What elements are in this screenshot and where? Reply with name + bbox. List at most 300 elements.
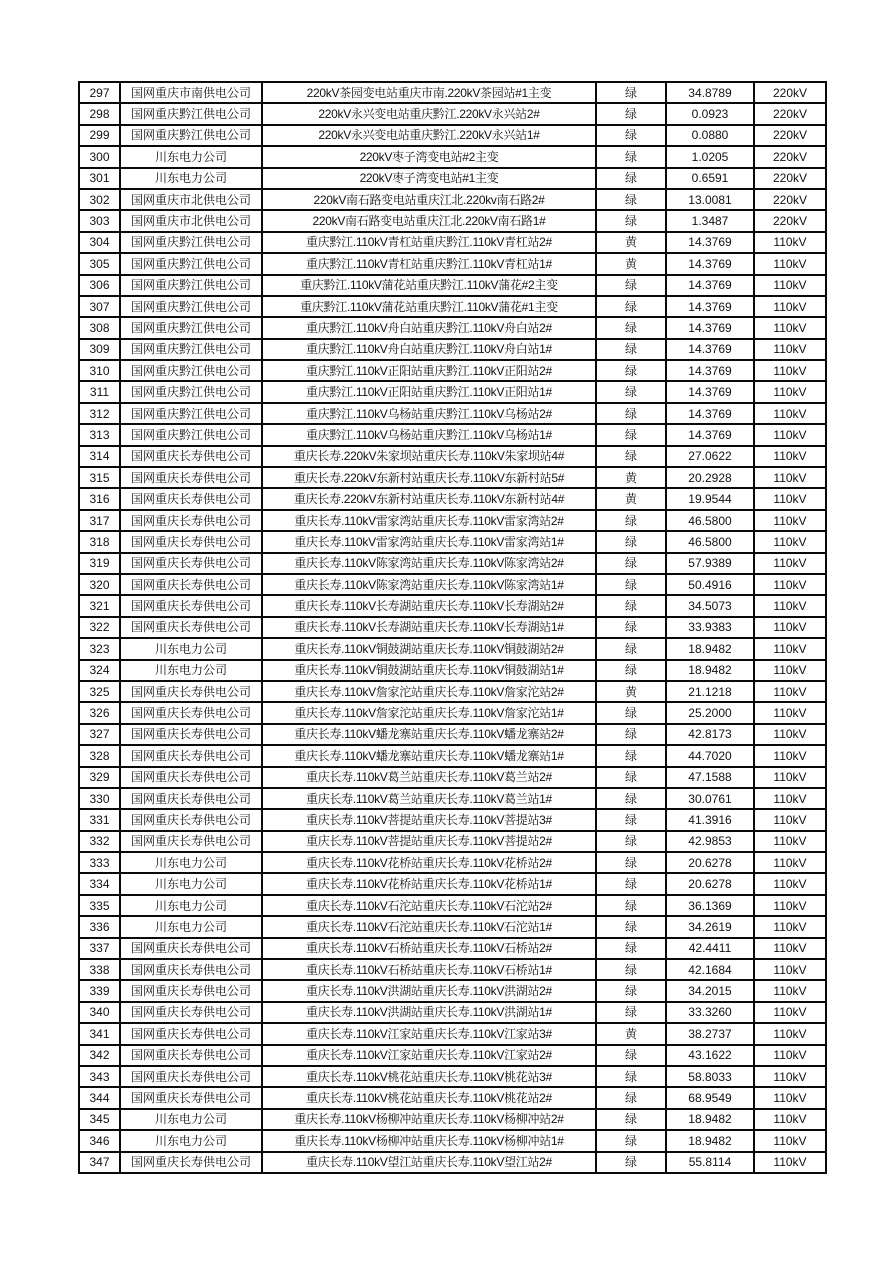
- voltage-cell: 110kV: [754, 531, 826, 552]
- row-number-cell: 330: [79, 788, 120, 809]
- row-number-cell: 308: [79, 317, 120, 338]
- status-cell: 绿: [596, 916, 666, 937]
- voltage-cell: 110kV: [754, 702, 826, 723]
- voltage-cell: 110kV: [754, 595, 826, 616]
- value-cell: 42.8173: [666, 724, 754, 745]
- description-cell: 重庆长寿.220kV朱家坝站重庆长寿.110kV朱家坝站4#: [262, 446, 596, 467]
- status-cell: 绿: [596, 873, 666, 894]
- company-cell: 国网重庆市南供电公司: [120, 82, 262, 103]
- status-cell: 绿: [596, 189, 666, 210]
- company-cell: 国网重庆黔江供电公司: [120, 360, 262, 381]
- status-cell: 绿: [596, 360, 666, 381]
- voltage-cell: 110kV: [754, 1023, 826, 1044]
- company-cell: 川东电力公司: [120, 895, 262, 916]
- table-body: [79, 82, 826, 1173]
- row-number-cell: 332: [79, 831, 120, 852]
- table-row: [79, 702, 826, 723]
- value-cell: 20.6278: [666, 852, 754, 873]
- row-number-cell: 302: [79, 189, 120, 210]
- value-cell: 38.2737: [666, 1023, 754, 1044]
- description-cell: 重庆黔江.110kV正阳站重庆黔江.110kV正阳站2#: [262, 360, 596, 381]
- description-cell: 重庆黔江.110kV蒲花站重庆黔江.110kV蒲花#1主变: [262, 296, 596, 317]
- company-cell: 国网重庆黔江供电公司: [120, 403, 262, 424]
- table-row: [79, 916, 826, 937]
- table-row: [79, 617, 826, 638]
- value-cell: 34.8789: [666, 82, 754, 103]
- description-cell: 重庆长寿.110kV詹家沱站重庆长寿.110kV詹家沱站2#: [262, 681, 596, 702]
- status-cell: 绿: [596, 146, 666, 167]
- voltage-cell: 110kV: [754, 681, 826, 702]
- description-cell: 重庆黔江.110kV乌杨站重庆黔江.110kV乌杨站2#: [262, 403, 596, 424]
- row-number-cell: 317: [79, 510, 120, 531]
- voltage-cell: 110kV: [754, 510, 826, 531]
- row-number-cell: 303: [79, 210, 120, 231]
- value-cell: 34.2619: [666, 916, 754, 937]
- value-cell: 14.3769: [666, 381, 754, 402]
- status-cell: 绿: [596, 553, 666, 574]
- description-cell: 220kV永兴变电站重庆黔江.220kV永兴站2#: [262, 103, 596, 124]
- value-cell: 41.3916: [666, 809, 754, 830]
- voltage-cell: 110kV: [754, 916, 826, 937]
- row-number-cell: 335: [79, 895, 120, 916]
- value-cell: 47.1588: [666, 767, 754, 788]
- row-number-cell: 324: [79, 660, 120, 681]
- voltage-cell: 220kV: [754, 82, 826, 103]
- status-cell: 绿: [596, 831, 666, 852]
- voltage-cell: 110kV: [754, 852, 826, 873]
- description-cell: 重庆长寿.110kV菩提站重庆长寿.110kV菩提站2#: [262, 831, 596, 852]
- voltage-cell: 110kV: [754, 467, 826, 488]
- table-row: [79, 1130, 826, 1151]
- table-row: [79, 1023, 826, 1044]
- row-number-cell: 306: [79, 275, 120, 296]
- value-cell: 30.0761: [666, 788, 754, 809]
- row-number-cell: 333: [79, 852, 120, 873]
- description-cell: 重庆长寿.110kV蟠龙寨站重庆长寿.110kV蟠龙寨站1#: [262, 745, 596, 766]
- company-cell: 国网重庆长寿供电公司: [120, 788, 262, 809]
- voltage-cell: 110kV: [754, 403, 826, 424]
- voltage-cell: 110kV: [754, 1087, 826, 1108]
- status-cell: 黄: [596, 232, 666, 253]
- description-cell: 重庆长寿.110kV洪湖站重庆长寿.110kV洪湖站1#: [262, 1002, 596, 1023]
- company-cell: 国网重庆市北供电公司: [120, 210, 262, 231]
- table-row: [79, 1109, 826, 1130]
- table-row: [79, 103, 826, 124]
- value-cell: 14.3769: [666, 232, 754, 253]
- company-cell: 川东电力公司: [120, 852, 262, 873]
- voltage-cell: 110kV: [754, 488, 826, 509]
- description-cell: 重庆长寿.110kV杨柳冲站重庆长寿.110kV杨柳冲站1#: [262, 1130, 596, 1151]
- row-number-cell: 307: [79, 296, 120, 317]
- transformer-table-sheet: [78, 81, 827, 1174]
- value-cell: 25.2000: [666, 702, 754, 723]
- table-row: [79, 381, 826, 402]
- description-cell: 重庆长寿.110kV铜鼓湖站重庆长寿.110kV铜鼓湖站2#: [262, 638, 596, 659]
- value-cell: 0.0880: [666, 125, 754, 146]
- company-cell: 国网重庆长寿供电公司: [120, 510, 262, 531]
- table-row: [79, 980, 826, 1001]
- table-row: [79, 125, 826, 146]
- value-cell: 50.4916: [666, 574, 754, 595]
- company-cell: 国网重庆长寿供电公司: [120, 702, 262, 723]
- status-cell: 黄: [596, 488, 666, 509]
- table-row: [79, 339, 826, 360]
- status-cell: 绿: [596, 595, 666, 616]
- row-number-cell: 322: [79, 617, 120, 638]
- value-cell: 46.5800: [666, 510, 754, 531]
- company-cell: 川东电力公司: [120, 660, 262, 681]
- table-row: [79, 873, 826, 894]
- description-cell: 重庆长寿.220kV东新村站重庆长寿.110kV东新村站5#: [262, 467, 596, 488]
- description-cell: 重庆长寿.110kV石桥站重庆长寿.110kV石桥站2#: [262, 938, 596, 959]
- description-cell: 重庆长寿.110kV江家站重庆长寿.110kV江家站3#: [262, 1023, 596, 1044]
- voltage-cell: 110kV: [754, 809, 826, 830]
- status-cell: 绿: [596, 1109, 666, 1130]
- status-cell: 黄: [596, 253, 666, 274]
- row-number-cell: 311: [79, 381, 120, 402]
- value-cell: 20.2928: [666, 467, 754, 488]
- status-cell: 绿: [596, 852, 666, 873]
- status-cell: 绿: [596, 638, 666, 659]
- description-cell: 重庆长寿.110kV江家站重庆长寿.110kV江家站2#: [262, 1045, 596, 1066]
- company-cell: 国网重庆黔江供电公司: [120, 125, 262, 146]
- value-cell: 1.3487: [666, 210, 754, 231]
- company-cell: 国网重庆长寿供电公司: [120, 1087, 262, 1108]
- voltage-cell: 220kV: [754, 125, 826, 146]
- status-cell: 绿: [596, 809, 666, 830]
- status-cell: 绿: [596, 103, 666, 124]
- voltage-cell: 110kV: [754, 980, 826, 1001]
- table-row: [79, 553, 826, 574]
- table-row: [79, 510, 826, 531]
- description-cell: 重庆长寿.110kV花桥站重庆长寿.110kV花桥站2#: [262, 852, 596, 873]
- transformer-load-table: [78, 81, 827, 1174]
- row-number-cell: 305: [79, 253, 120, 274]
- value-cell: 0.0923: [666, 103, 754, 124]
- voltage-cell: 110kV: [754, 745, 826, 766]
- table-row: [79, 1002, 826, 1023]
- value-cell: 34.2015: [666, 980, 754, 1001]
- table-row: [79, 488, 826, 509]
- table-row: [79, 1045, 826, 1066]
- voltage-cell: 110kV: [754, 446, 826, 467]
- company-cell: 国网重庆长寿供电公司: [120, 1045, 262, 1066]
- status-cell: 绿: [596, 1152, 666, 1173]
- voltage-cell: 110kV: [754, 660, 826, 681]
- row-number-cell: 297: [79, 82, 120, 103]
- voltage-cell: 110kV: [754, 959, 826, 980]
- description-cell: 重庆长寿.110kV石桥站重庆长寿.110kV石桥站1#: [262, 959, 596, 980]
- table-row: [79, 724, 826, 745]
- description-cell: 重庆长寿.110kV桃花站重庆长寿.110kV桃花站3#: [262, 1066, 596, 1087]
- table-row: [79, 788, 826, 809]
- description-cell: 220kV茶园变电站重庆市南.220kV茶园站#1主变: [262, 82, 596, 103]
- value-cell: 55.8114: [666, 1152, 754, 1173]
- company-cell: 川东电力公司: [120, 1130, 262, 1151]
- company-cell: 国网重庆黔江供电公司: [120, 275, 262, 296]
- voltage-cell: 220kV: [754, 189, 826, 210]
- company-cell: 川东电力公司: [120, 146, 262, 167]
- voltage-cell: 110kV: [754, 1152, 826, 1173]
- status-cell: 绿: [596, 446, 666, 467]
- value-cell: 14.3769: [666, 253, 754, 274]
- status-cell: 绿: [596, 959, 666, 980]
- company-cell: 国网重庆黔江供电公司: [120, 253, 262, 274]
- table-row: [79, 253, 826, 274]
- description-cell: 重庆长寿.110kV蟠龙寨站重庆长寿.110kV蟠龙寨站2#: [262, 724, 596, 745]
- voltage-cell: 110kV: [754, 617, 826, 638]
- company-cell: 川东电力公司: [120, 638, 262, 659]
- value-cell: 14.3769: [666, 317, 754, 338]
- status-cell: 绿: [596, 574, 666, 595]
- voltage-cell: 110kV: [754, 1109, 826, 1130]
- table-row: [79, 852, 826, 873]
- status-cell: 绿: [596, 403, 666, 424]
- description-cell: 重庆长寿.110kV陈家湾站重庆长寿.110kV陈家湾站1#: [262, 574, 596, 595]
- description-cell: 重庆黔江.110kV青杠站重庆黔江.110kV青杠站1#: [262, 253, 596, 274]
- row-number-cell: 319: [79, 553, 120, 574]
- table-row: [79, 210, 826, 231]
- company-cell: 国网重庆黔江供电公司: [120, 381, 262, 402]
- company-cell: 国网重庆长寿供电公司: [120, 831, 262, 852]
- description-cell: 重庆长寿.110kV陈家湾站重庆长寿.110kV陈家湾站2#: [262, 553, 596, 574]
- row-number-cell: 345: [79, 1109, 120, 1130]
- value-cell: 21.1218: [666, 681, 754, 702]
- row-number-cell: 338: [79, 959, 120, 980]
- row-number-cell: 327: [79, 724, 120, 745]
- value-cell: 13.0081: [666, 189, 754, 210]
- value-cell: 18.9482: [666, 638, 754, 659]
- voltage-cell: 110kV: [754, 381, 826, 402]
- value-cell: 43.1622: [666, 1045, 754, 1066]
- value-cell: 27.0622: [666, 446, 754, 467]
- table-row: [79, 296, 826, 317]
- table-row: [79, 360, 826, 381]
- voltage-cell: 110kV: [754, 360, 826, 381]
- description-cell: 重庆黔江.110kV乌杨站重庆黔江.110kV乌杨站1#: [262, 424, 596, 445]
- company-cell: 国网重庆长寿供电公司: [120, 1066, 262, 1087]
- voltage-cell: 110kV: [754, 232, 826, 253]
- value-cell: 14.3769: [666, 360, 754, 381]
- row-number-cell: 301: [79, 168, 120, 189]
- row-number-cell: 336: [79, 916, 120, 937]
- description-cell: 重庆长寿.110kV长寿湖站重庆长寿.110kV长寿湖站2#: [262, 595, 596, 616]
- value-cell: 18.9482: [666, 1109, 754, 1130]
- status-cell: 绿: [596, 617, 666, 638]
- value-cell: 33.9383: [666, 617, 754, 638]
- description-cell: 220kV枣子湾变电站#2主变: [262, 146, 596, 167]
- status-cell: 绿: [596, 275, 666, 296]
- voltage-cell: 110kV: [754, 638, 826, 659]
- row-number-cell: 309: [79, 339, 120, 360]
- status-cell: 绿: [596, 168, 666, 189]
- row-number-cell: 321: [79, 595, 120, 616]
- description-cell: 重庆长寿.110kV葛兰站重庆长寿.110kV葛兰站1#: [262, 788, 596, 809]
- company-cell: 国网重庆长寿供电公司: [120, 809, 262, 830]
- status-cell: 绿: [596, 1130, 666, 1151]
- status-cell: 绿: [596, 82, 666, 103]
- voltage-cell: 110kV: [754, 1002, 826, 1023]
- status-cell: 绿: [596, 531, 666, 552]
- status-cell: 绿: [596, 1087, 666, 1108]
- status-cell: 绿: [596, 702, 666, 723]
- status-cell: 绿: [596, 660, 666, 681]
- company-cell: 国网重庆黔江供电公司: [120, 339, 262, 360]
- value-cell: 14.3769: [666, 339, 754, 360]
- description-cell: 重庆长寿.110kV花桥站重庆长寿.110kV花桥站1#: [262, 873, 596, 894]
- voltage-cell: 110kV: [754, 317, 826, 338]
- company-cell: 国网重庆长寿供电公司: [120, 681, 262, 702]
- table-row: [79, 1087, 826, 1108]
- voltage-cell: 110kV: [754, 1130, 826, 1151]
- voltage-cell: 220kV: [754, 103, 826, 124]
- voltage-cell: 110kV: [754, 296, 826, 317]
- description-cell: 重庆长寿.110kV石沱站重庆长寿.110kV石沱站2#: [262, 895, 596, 916]
- status-cell: 绿: [596, 510, 666, 531]
- company-cell: 国网重庆长寿供电公司: [120, 938, 262, 959]
- table-row: [79, 1066, 826, 1087]
- value-cell: 1.0205: [666, 146, 754, 167]
- value-cell: 19.9544: [666, 488, 754, 509]
- company-cell: 国网重庆长寿供电公司: [120, 574, 262, 595]
- row-number-cell: 323: [79, 638, 120, 659]
- status-cell: 绿: [596, 767, 666, 788]
- status-cell: 绿: [596, 317, 666, 338]
- row-number-cell: 315: [79, 467, 120, 488]
- value-cell: 18.9482: [666, 1130, 754, 1151]
- row-number-cell: 341: [79, 1023, 120, 1044]
- row-number-cell: 344: [79, 1087, 120, 1108]
- table-row: [79, 232, 826, 253]
- table-row: [79, 146, 826, 167]
- value-cell: 46.5800: [666, 531, 754, 552]
- description-cell: 重庆长寿.110kV雷家湾站重庆长寿.110kV雷家湾站2#: [262, 510, 596, 531]
- description-cell: 重庆黔江.110kV蒲花站重庆黔江.110kV蒲花#2主变: [262, 275, 596, 296]
- row-number-cell: 346: [79, 1130, 120, 1151]
- status-cell: 绿: [596, 1066, 666, 1087]
- row-number-cell: 331: [79, 809, 120, 830]
- row-number-cell: 325: [79, 681, 120, 702]
- row-number-cell: 312: [79, 403, 120, 424]
- value-cell: 42.9853: [666, 831, 754, 852]
- description-cell: 重庆长寿.110kV杨柳冲站重庆长寿.110kV杨柳冲站2#: [262, 1109, 596, 1130]
- company-cell: 国网重庆长寿供电公司: [120, 1023, 262, 1044]
- voltage-cell: 110kV: [754, 253, 826, 274]
- voltage-cell: 110kV: [754, 767, 826, 788]
- description-cell: 220kV枣子湾变电站#1主变: [262, 168, 596, 189]
- value-cell: 36.1369: [666, 895, 754, 916]
- value-cell: 0.6591: [666, 168, 754, 189]
- description-cell: 重庆长寿.110kV葛兰站重庆长寿.110kV葛兰站2#: [262, 767, 596, 788]
- voltage-cell: 110kV: [754, 724, 826, 745]
- table-row: [79, 681, 826, 702]
- description-cell: 重庆长寿.110kV桃花站重庆长寿.110kV桃花站2#: [262, 1087, 596, 1108]
- table-row: [79, 595, 826, 616]
- description-cell: 220kV南石路变电站重庆江北.220kV南石路1#: [262, 210, 596, 231]
- voltage-cell: 110kV: [754, 938, 826, 959]
- table-row: [79, 317, 826, 338]
- voltage-cell: 110kV: [754, 574, 826, 595]
- table-row: [79, 767, 826, 788]
- company-cell: 国网重庆长寿供电公司: [120, 446, 262, 467]
- description-cell: 重庆黔江.110kV青杠站重庆黔江.110kV青杠站2#: [262, 232, 596, 253]
- value-cell: 18.9482: [666, 660, 754, 681]
- status-cell: 黄: [596, 1023, 666, 1044]
- company-cell: 国网重庆长寿供电公司: [120, 595, 262, 616]
- description-cell: 重庆长寿.110kV望江站重庆长寿.110kV望江站2#: [262, 1152, 596, 1173]
- table-row: [79, 168, 826, 189]
- row-number-cell: 299: [79, 125, 120, 146]
- row-number-cell: 342: [79, 1045, 120, 1066]
- status-cell: 绿: [596, 424, 666, 445]
- status-cell: 绿: [596, 788, 666, 809]
- company-cell: 川东电力公司: [120, 916, 262, 937]
- voltage-cell: 110kV: [754, 424, 826, 445]
- description-cell: 重庆黔江.110kV正阳站重庆黔江.110kV正阳站1#: [262, 381, 596, 402]
- voltage-cell: 220kV: [754, 210, 826, 231]
- company-cell: 国网重庆长寿供电公司: [120, 488, 262, 509]
- description-cell: 重庆长寿.110kV石沱站重庆长寿.110kV石沱站1#: [262, 916, 596, 937]
- row-number-cell: 339: [79, 980, 120, 1001]
- status-cell: 绿: [596, 724, 666, 745]
- table-row: [79, 446, 826, 467]
- value-cell: 57.9389: [666, 553, 754, 574]
- table-row: [79, 831, 826, 852]
- row-number-cell: 318: [79, 531, 120, 552]
- status-cell: 绿: [596, 210, 666, 231]
- row-number-cell: 347: [79, 1152, 120, 1173]
- table-row: [79, 403, 826, 424]
- status-cell: 绿: [596, 296, 666, 317]
- value-cell: 58.8033: [666, 1066, 754, 1087]
- row-number-cell: 329: [79, 767, 120, 788]
- table-row: [79, 809, 826, 830]
- table-row: [79, 424, 826, 445]
- status-cell: 绿: [596, 980, 666, 1001]
- description-cell: 重庆长寿.110kV雷家湾站重庆长寿.110kV雷家湾站1#: [262, 531, 596, 552]
- table-row: [79, 660, 826, 681]
- description-cell: 220kV永兴变电站重庆黔江.220kV永兴站1#: [262, 125, 596, 146]
- table-row: [79, 82, 826, 103]
- value-cell: 42.4411: [666, 938, 754, 959]
- description-cell: 重庆长寿.110kV长寿湖站重庆长寿.110kV长寿湖站1#: [262, 617, 596, 638]
- value-cell: 42.1684: [666, 959, 754, 980]
- company-cell: 国网重庆长寿供电公司: [120, 467, 262, 488]
- company-cell: 国网重庆市北供电公司: [120, 189, 262, 210]
- row-number-cell: 334: [79, 873, 120, 894]
- company-cell: 国网重庆长寿供电公司: [120, 617, 262, 638]
- table-row: [79, 574, 826, 595]
- status-cell: 绿: [596, 339, 666, 360]
- company-cell: 国网重庆长寿供电公司: [120, 553, 262, 574]
- row-number-cell: 304: [79, 232, 120, 253]
- description-cell: 重庆黔江.110kV舟白站重庆黔江.110kV舟白站1#: [262, 339, 596, 360]
- table-row: [79, 531, 826, 552]
- company-cell: 国网重庆黔江供电公司: [120, 317, 262, 338]
- table-row: [79, 467, 826, 488]
- voltage-cell: 110kV: [754, 873, 826, 894]
- company-cell: 国网重庆长寿供电公司: [120, 531, 262, 552]
- row-number-cell: 310: [79, 360, 120, 381]
- value-cell: 14.3769: [666, 296, 754, 317]
- table-row: [79, 745, 826, 766]
- company-cell: 国网重庆长寿供电公司: [120, 724, 262, 745]
- description-cell: 重庆长寿.220kV东新村站重庆长寿.110kV东新村站4#: [262, 488, 596, 509]
- table-row: [79, 189, 826, 210]
- value-cell: 68.9549: [666, 1087, 754, 1108]
- row-number-cell: 326: [79, 702, 120, 723]
- status-cell: 绿: [596, 381, 666, 402]
